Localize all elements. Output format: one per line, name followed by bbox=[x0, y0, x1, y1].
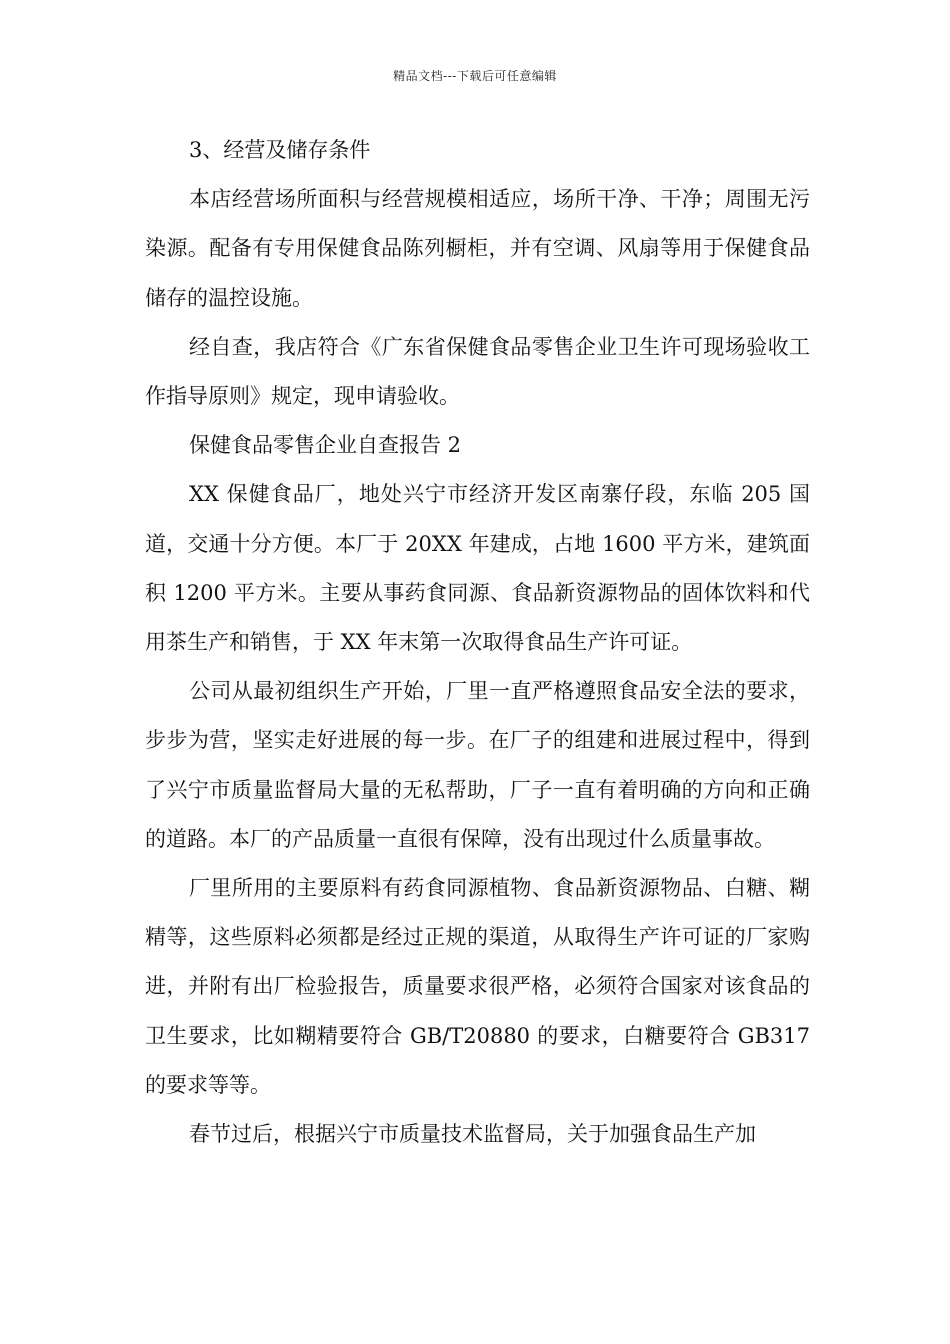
section-heading: 3、经营及储存条件 bbox=[189, 138, 371, 162]
paragraph: 厂里所用的主要原料有药食同源植物、食品新资源物品、白糖、糊精等，这些原料必须都是经过正规的渠道，从取得生产许可证的厂家购进，并附有出厂检验报告，质量要求很严格，必须符合国家对该食品的卫生要求，比如糊精要符合 GB/T20880 的要求，白糖要符合 GB317 的要求等等。 bbox=[145, 876, 810, 1097]
document-body bbox=[145, 126, 810, 1159]
paragraph: 春节过后，根据兴宁市质量技术监督局，关于加强食品生产加 bbox=[189, 1122, 756, 1147]
paragraph: 公司从最初组织生产开始，厂里一直严格遵照食品安全法的要求，步步为营，坚实走好进展的每一步。在厂子的组建和进展过程中，得到了兴宁市质量监督局大量的无私帮助，厂子一直有着明确的方向和正确的道路。本厂的产品质量一直很有保障，没有出现过什么质量事故。 bbox=[145, 679, 810, 851]
page-header: 精品文档---下载后可任意编辑 bbox=[393, 69, 557, 83]
paragraph: 经自查，我店符合《广东省保健食品零售企业卫生许可现场验收工作指导原则》规定，现申请验收。 bbox=[145, 334, 810, 409]
paragraph: XX 保健食品厂，地处兴宁市经济开发区南寨仔段，东临 205 国道，交通十分方便。本厂于 20XX 年建成，占地 1600 平方米，建筑面积 1200 平方米。主要从事药食同源、食品新资源物品的固体饮料和代用茶生产和销售，于 XX 年末第一次取得食品生产许可证。 bbox=[145, 482, 810, 655]
report-title: 保健食品零售企业自查报告 2 bbox=[189, 433, 462, 458]
paragraph: 本店经营场所面积与经营规模相适应，场所干净、干净；周围无污染源。配备有专用保健食品陈列橱柜，并有空调、风扇等用于保健食品储存的温控设施。 bbox=[145, 187, 810, 310]
